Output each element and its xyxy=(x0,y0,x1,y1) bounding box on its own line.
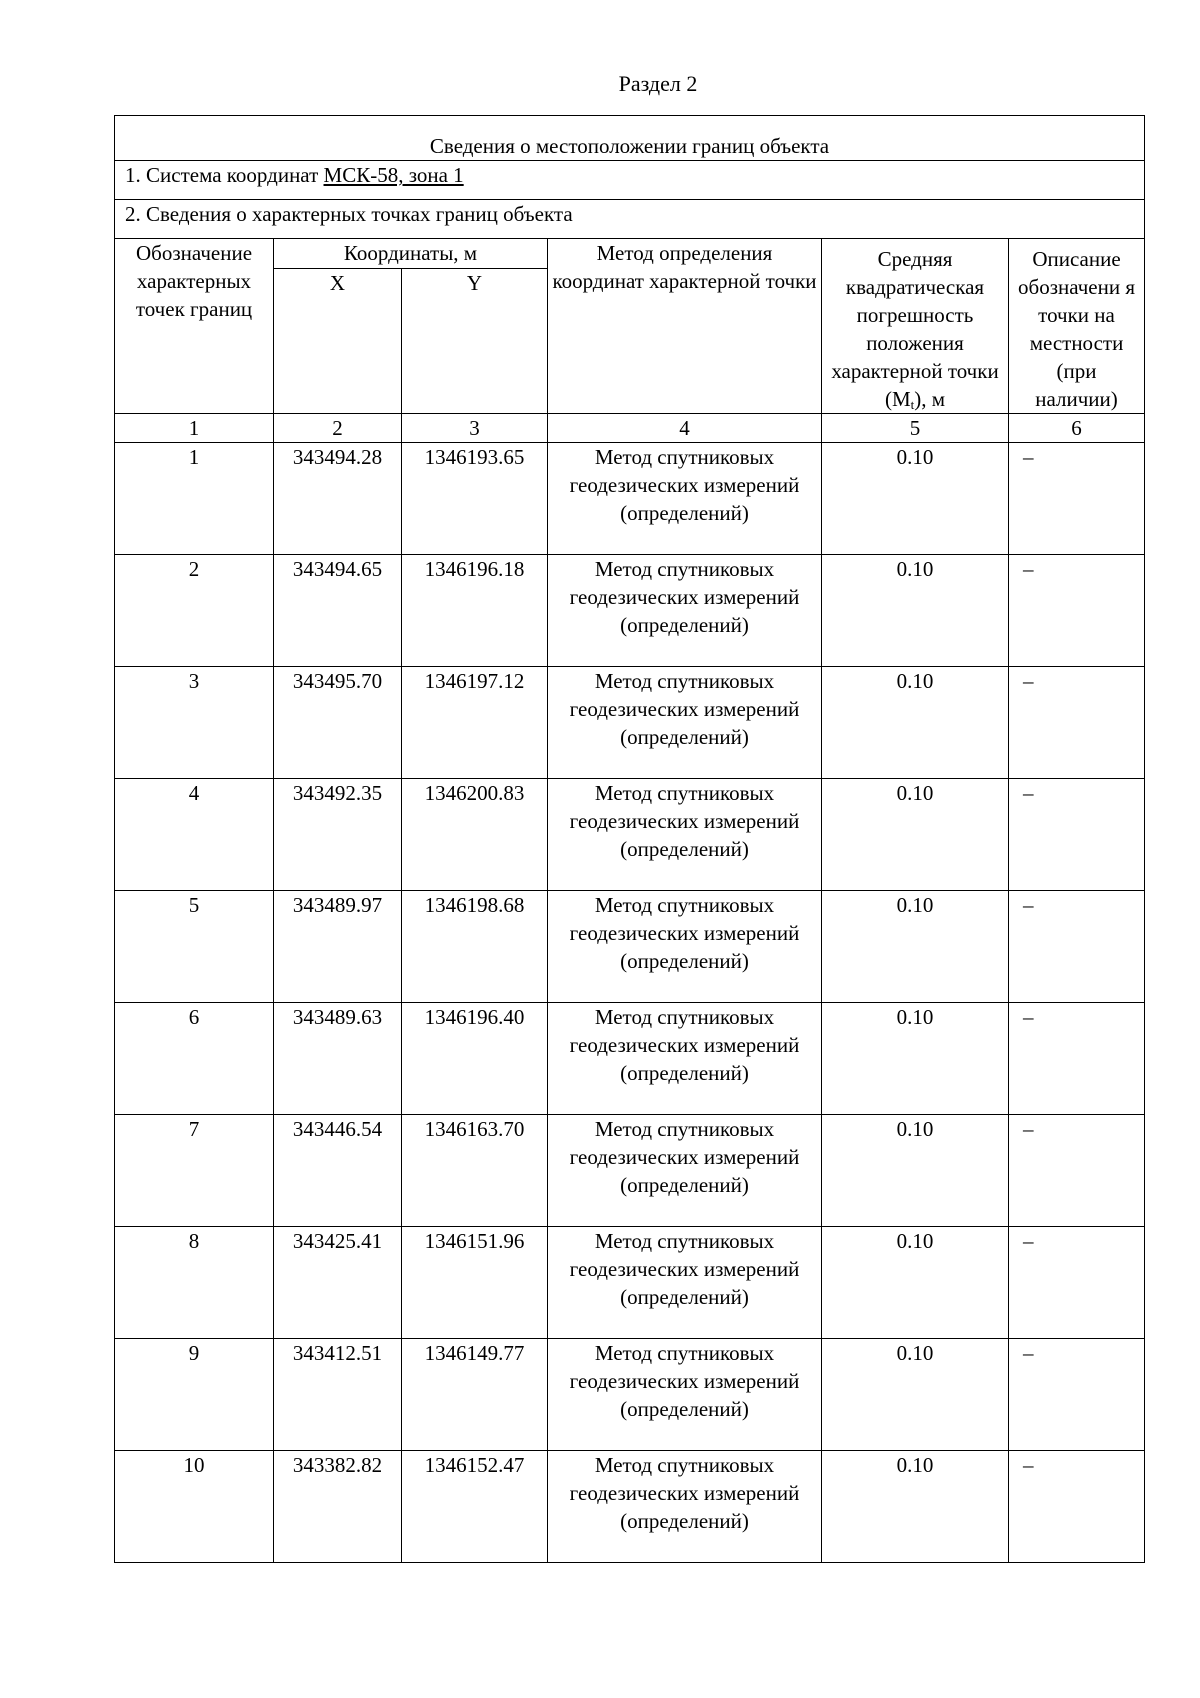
point-method: Метод спутниковых геодезических измерений (определений) xyxy=(548,443,822,555)
point-description: – xyxy=(1009,779,1145,891)
point-method: Метод спутниковых геодезических измерений (определений) xyxy=(548,1003,822,1115)
coord-system-row xyxy=(115,161,1145,200)
point-number: 8 xyxy=(115,1227,274,1339)
column-number: 3 xyxy=(402,414,548,443)
table-row xyxy=(115,1227,1145,1339)
point-y: 1346196.18 xyxy=(402,555,548,667)
point-x: 343446.54 xyxy=(274,1115,402,1227)
table-row xyxy=(115,779,1145,891)
point-error: 0.10 xyxy=(822,1115,1009,1227)
point-description: – xyxy=(1009,667,1145,779)
header-y: Y xyxy=(402,268,548,414)
point-method: Метод спутниковых геодезических измерений (определений) xyxy=(548,1227,822,1339)
point-error: 0.10 xyxy=(822,667,1009,779)
point-number: 1 xyxy=(115,443,274,555)
point-error: 0.10 xyxy=(822,1451,1009,1563)
table-row xyxy=(115,1115,1145,1227)
point-method: Метод спутниковых геодезических измерений (определений) xyxy=(548,667,822,779)
point-error: 0.10 xyxy=(822,443,1009,555)
point-x: 343489.97 xyxy=(274,891,402,1003)
table-row xyxy=(115,667,1145,779)
coord-system xyxy=(115,161,1145,200)
table-row xyxy=(115,555,1145,667)
table-row xyxy=(115,1339,1145,1451)
header-error-tail: ), м xyxy=(914,387,946,411)
point-error: 0.10 xyxy=(822,1339,1009,1451)
point-method: Метод спутниковых геодезических измерений (определений) xyxy=(548,1339,822,1451)
point-description: – xyxy=(1009,1227,1145,1339)
coord-system-value: МСК-58, зона 1 xyxy=(323,163,464,187)
column-number: 5 xyxy=(822,414,1009,443)
column-number: 4 xyxy=(548,414,822,443)
point-method: Метод спутниковых геодезических измерений (определений) xyxy=(548,1451,822,1563)
point-y: 1346151.96 xyxy=(402,1227,548,1339)
header-coordinates: Координаты, м xyxy=(274,239,548,269)
point-number: 7 xyxy=(115,1115,274,1227)
point-y: 1346197.12 xyxy=(402,667,548,779)
table-row xyxy=(115,891,1145,1003)
point-y: 1346149.77 xyxy=(402,1339,548,1451)
point-number: 10 xyxy=(115,1451,274,1563)
points-heading-row xyxy=(115,200,1145,239)
point-error: 0.10 xyxy=(822,1227,1009,1339)
point-x: 343412.51 xyxy=(274,1339,402,1451)
section-title: Раздел 2 xyxy=(618,71,698,96)
header-error-sub: t xyxy=(910,397,915,412)
point-x: 343382.82 xyxy=(274,1451,402,1563)
point-x: 343425.41 xyxy=(274,1227,402,1339)
header-designation: Обозначение характерных точек границ xyxy=(115,239,274,414)
point-description: – xyxy=(1009,1339,1145,1451)
point-description: – xyxy=(1009,1115,1145,1227)
point-number: 6 xyxy=(115,1003,274,1115)
point-number: 5 xyxy=(115,891,274,1003)
points-heading: 2. Сведения о характерных точках границ объекта xyxy=(115,200,1145,239)
point-number: 3 xyxy=(115,667,274,779)
header-error-main: Средняя квадратическая погрешность положения характерной точки (M xyxy=(831,247,999,411)
point-y: 1346163.70 xyxy=(402,1115,548,1227)
point-number: 4 xyxy=(115,779,274,891)
header-error xyxy=(822,239,1009,414)
point-method: Метод спутниковых геодезических измерений (определений) xyxy=(548,555,822,667)
header-row-1 xyxy=(115,239,1145,269)
header-x: X xyxy=(274,268,402,414)
point-description: – xyxy=(1009,1003,1145,1115)
boundary-points-table xyxy=(114,115,1145,1563)
coord-system-prefix: 1. Система координат xyxy=(125,163,319,187)
column-number: 6 xyxy=(1009,414,1145,443)
point-description: – xyxy=(1009,443,1145,555)
point-error: 0.10 xyxy=(822,779,1009,891)
header-method: Метод определения координат характерной точки xyxy=(548,239,822,414)
table-title: Сведения о местоположении границ объекта xyxy=(115,116,1145,161)
point-y: 1346193.65 xyxy=(402,443,548,555)
point-error: 0.10 xyxy=(822,1003,1009,1115)
point-number: 2 xyxy=(115,555,274,667)
point-number: 9 xyxy=(115,1339,274,1451)
point-description: – xyxy=(1009,555,1145,667)
point-x: 343494.65 xyxy=(274,555,402,667)
table-row xyxy=(115,1003,1145,1115)
point-error: 0.10 xyxy=(822,891,1009,1003)
point-description: – xyxy=(1009,891,1145,1003)
point-y: 1346152.47 xyxy=(402,1451,548,1563)
point-method: Метод спутниковых геодезических измерений (определений) xyxy=(548,1115,822,1227)
header-description: Описание обозначени я точки на местности (при наличии) xyxy=(1009,239,1145,414)
point-y: 1346200.83 xyxy=(402,779,548,891)
table-row xyxy=(115,443,1145,555)
table-row xyxy=(115,1451,1145,1563)
column-number: 1 xyxy=(115,414,274,443)
point-x: 343489.63 xyxy=(274,1003,402,1115)
table-title-row xyxy=(115,116,1145,161)
point-description: – xyxy=(1009,1451,1145,1563)
point-x: 343494.28 xyxy=(274,443,402,555)
point-method: Метод спутниковых геодезических измерений (определений) xyxy=(548,779,822,891)
column-number: 2 xyxy=(274,414,402,443)
point-x: 343495.70 xyxy=(274,667,402,779)
point-y: 1346196.40 xyxy=(402,1003,548,1115)
point-method: Метод спутниковых геодезических измерений (определений) xyxy=(548,891,822,1003)
point-error: 0.10 xyxy=(822,555,1009,667)
column-numbers-row xyxy=(115,414,1145,443)
point-y: 1346198.68 xyxy=(402,891,548,1003)
point-x: 343492.35 xyxy=(274,779,402,891)
